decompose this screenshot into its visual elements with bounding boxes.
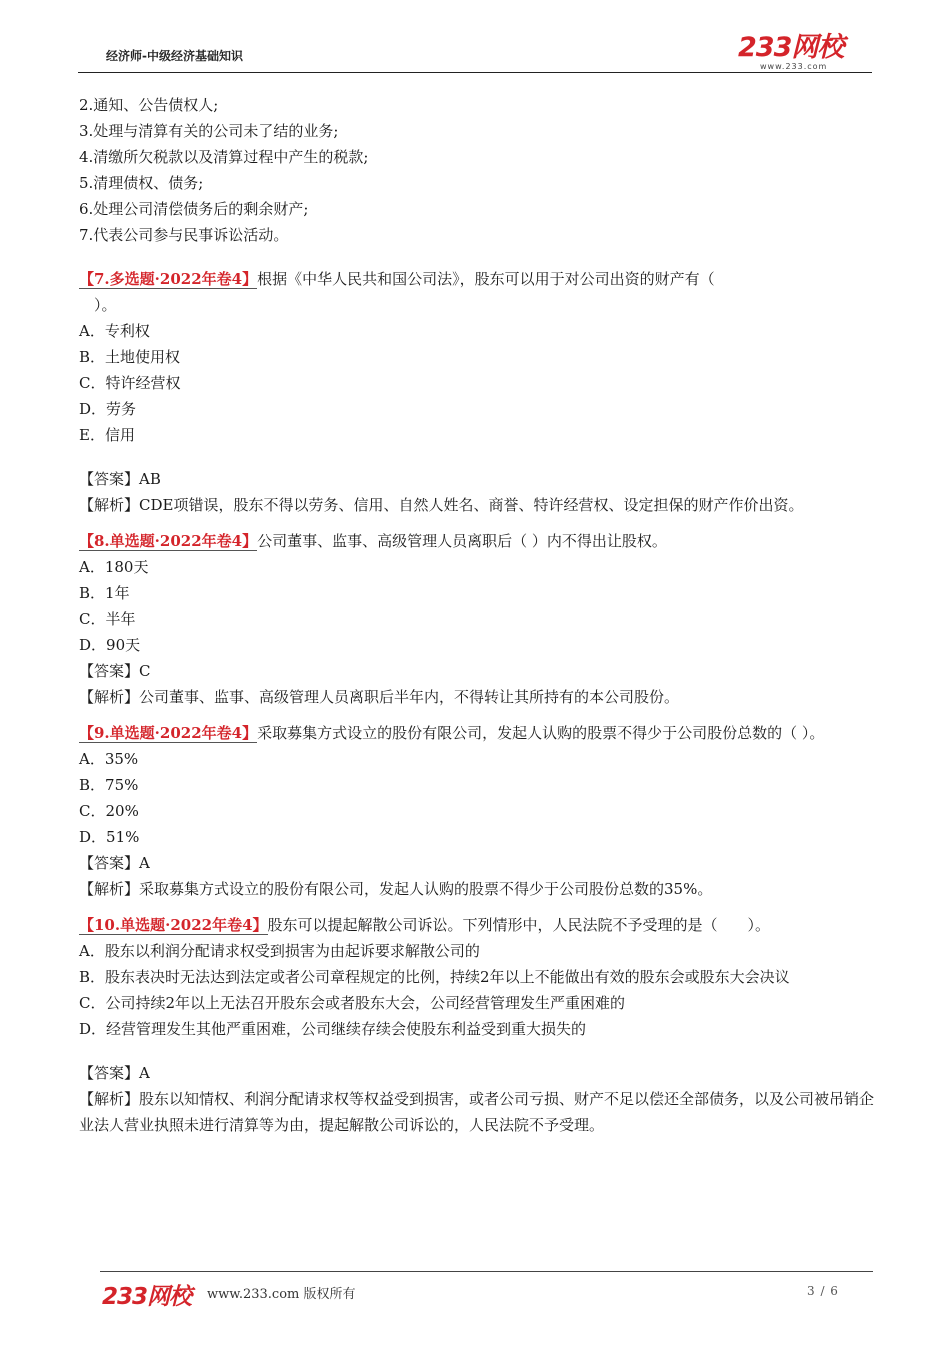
answer: 【答案】AB bbox=[79, 470, 161, 488]
option: B．75% bbox=[79, 776, 139, 794]
question-tag: 【10.单选题·2022年卷4】 bbox=[79, 916, 268, 934]
header-divider bbox=[78, 72, 872, 73]
option: D．经营管理发生其他严重困难，公司继续存续会使股东利益受到重大损失的 bbox=[79, 1020, 587, 1038]
intro-line: 7.代表公司参与民事诉讼活动。 bbox=[79, 226, 289, 244]
question-text: 根据《中华人民共和国公司法》，股东可以用于对公司出资的财产有（ bbox=[257, 270, 715, 288]
question-text: 公司董事、监事、高级管理人员离职后（ ）内不得出让股权。 bbox=[257, 532, 667, 550]
question-stem bbox=[79, 912, 879, 938]
option: B．土地使用权 bbox=[79, 348, 181, 366]
footer-logo[interactable]: 233网校 bbox=[102, 1284, 192, 1310]
analysis: 【解析】采取募集方式设立的股份有限公司，发起人认购的股票不得少于公司股份总数的35%。 bbox=[79, 880, 713, 898]
question-tag: 【7.多选题·2022年卷4】 bbox=[79, 270, 258, 288]
question-text: 采取募集方式设立的股份有限公司，发起人认购的股票不得少于公司股份总数的（ ）。 bbox=[257, 724, 825, 742]
brand-logo[interactable] bbox=[738, 33, 868, 77]
option: C．公司持续2年以上无法召开股东会或者股东大会，公司经营管理发生严重困难的 bbox=[79, 994, 626, 1012]
option: C．20% bbox=[79, 802, 139, 820]
analysis: 【解析】股东以知情权、利润分配请求权等权益受到损害，或者公司亏损、财产不足以偿还全部债务，以及公司被吊销企业法人营业执照未进行清算等为由，提起解散公司诉讼的，人民法院不予受理。 bbox=[79, 1090, 875, 1134]
option: D．51% bbox=[79, 828, 140, 846]
option: C．半年 bbox=[79, 610, 136, 628]
option: A．专利权 bbox=[79, 322, 150, 340]
intro-line: 4.清缴所欠税款以及清算过程中产生的税款; bbox=[79, 148, 369, 166]
logo-url: www.233.com bbox=[760, 62, 828, 71]
answer: 【答案】C bbox=[79, 662, 151, 680]
option: E．信用 bbox=[79, 426, 135, 444]
intro-line: 6.处理公司清偿债务后的剩余财产; bbox=[79, 200, 309, 218]
option: D．劳务 bbox=[79, 400, 137, 418]
option: C．特许经营权 bbox=[79, 374, 181, 392]
header-title: 经济师-中级经济基础知识 bbox=[106, 49, 243, 63]
analysis: 【解析】CDE项错误，股东不得以劳务、信用、自然人姓名、商誉、特许经营权、设定担保的财产作价出资。 bbox=[79, 496, 804, 514]
question-stem bbox=[79, 528, 879, 554]
question-stem bbox=[79, 720, 879, 746]
analysis: 【解析】公司董事、监事、高级管理人员离职后半年内，不得转让其所持有的本公司股份。 bbox=[79, 688, 680, 706]
answer: 【答案】A bbox=[79, 1064, 150, 1082]
page-number: 3 / 6 bbox=[807, 1284, 839, 1298]
footer-copyright: www.233.com 版权所有 bbox=[207, 1287, 356, 1302]
intro-line: 5.清理债权、债务; bbox=[79, 174, 204, 192]
option: A．180天 bbox=[79, 558, 149, 576]
logo-text: 233网校 bbox=[738, 32, 844, 63]
option: B．1年 bbox=[79, 584, 130, 602]
option: A．股东以利润分配请求权受到损害为由起诉要求解散公司的 bbox=[79, 942, 480, 960]
question-stem-cont: ）。 bbox=[79, 296, 117, 314]
question-text: 股东可以提起解散公司诉讼。下列情形中，人民法院不予受理的是（ ）。 bbox=[267, 916, 771, 934]
footer-divider bbox=[100, 1271, 873, 1272]
answer: 【答案】A bbox=[79, 854, 150, 872]
document-body bbox=[79, 92, 879, 1138]
question-tag: 【8.单选题·2022年卷4】 bbox=[79, 532, 258, 550]
question-stem bbox=[79, 266, 879, 292]
option: B．股东表决时无法达到法定或者公司章程规定的比例，持续2年以上不能做出有效的股东会或股东大会决议 bbox=[79, 968, 790, 986]
option: D．90天 bbox=[79, 636, 141, 654]
intro-line: 3.处理与清算有关的公司未了结的业务; bbox=[79, 122, 339, 140]
question-tag: 【9.单选题·2022年卷4】 bbox=[79, 724, 258, 742]
intro-line: 2.通知、公告债权人; bbox=[79, 96, 219, 114]
option: A．35% bbox=[79, 750, 139, 768]
